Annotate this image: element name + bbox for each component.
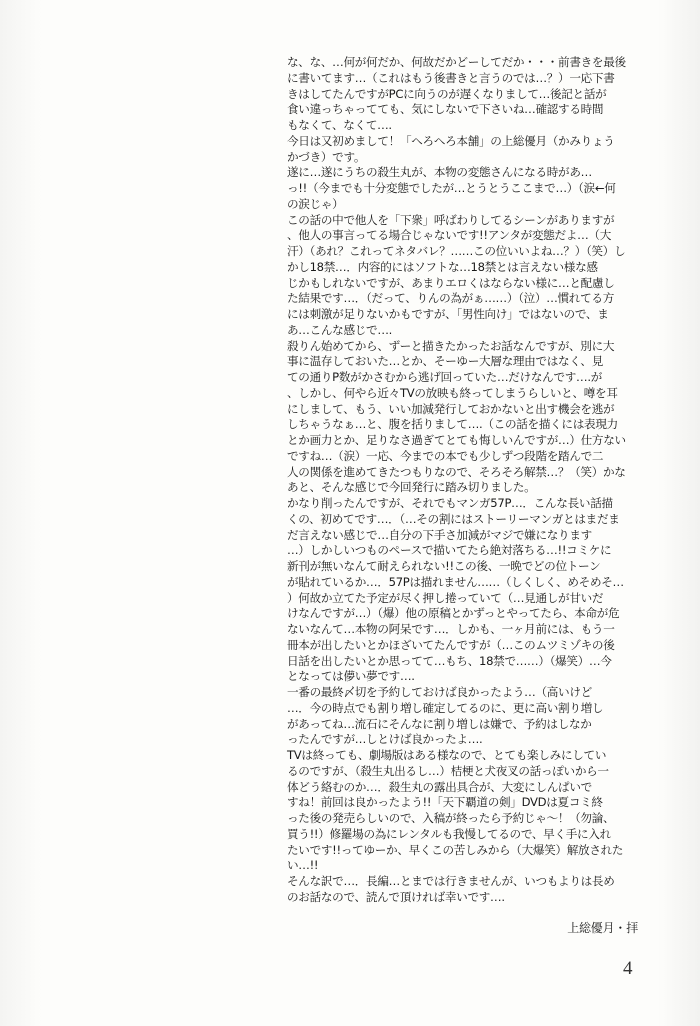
text-line: 、しかし、何やら近々TVの放映も終ってしまうらしいと、噂を耳: [287, 385, 618, 400]
text-line: ての通りP数がかさむから逃げ回っていた…だけなんです….が: [287, 370, 603, 384]
text-line: た結果です…．（だって、りんの為がぁ……）（泣）…慣れてる方: [287, 291, 614, 306]
text-line: ないなんて…本物の阿呆です…．しかも、一ヶ月前には、もう一: [287, 622, 615, 636]
text-line: そんな訳で…．長編…とまでは行きませんが、いつもよりは長め: [287, 874, 615, 888]
text-line: 食い違っちゃってても、気にしないで下さいね…確認する時間: [287, 102, 604, 117]
text-line: すね！前回は良かったよう!!「天下覇道の剣」DVDは夏コミ終: [287, 795, 603, 810]
text-line: かし18禁…．内容的にはソフトな…18禁とは言えない様な感: [287, 259, 598, 274]
text-line: しちゃうなぁ…と、腹を括りまして….（この話を描くには表現力: [287, 417, 618, 432]
text-line: 人の関係を進めてきたつもりなので、そろそろ解禁…？（笑）かな: [287, 464, 626, 479]
text-line: この話の中で他人を「下衆」呼ばわりしてるシーンがありますが: [287, 212, 615, 227]
page-number: 4: [623, 958, 633, 979]
text-line: には刺激が足りないかもですが、「男性向け」ではないので、ま: [287, 307, 609, 321]
text-line: い…!!: [287, 858, 319, 873]
text-line: っ!!（今までも十分変態でしたが…とうとうここまで…）（涙←何: [287, 181, 616, 195]
text-line: が貼れているか…．57Pは描れません……（しくしく、めそめそ…: [287, 574, 624, 589]
author-signature: 上総優月・拝: [567, 921, 638, 935]
text-line: TVは終っても、劇場版はある様なので、とても楽しみにしてい: [287, 748, 607, 762]
text-line: とか画力とか、足りなさ過ぎてとても悔しいんですが…）仕方ない: [287, 433, 626, 447]
text-line: …）しかしいつものペースで描いてたら絶対落ちる…!!コミケに: [287, 543, 612, 558]
text-line: な、な、…何が何だか、何故だかどーしてだか・・・前書きを最後: [287, 55, 626, 69]
text-line: にしまして、もう、いい加減発行しておかないと出す機会を逃が: [287, 401, 615, 416]
text-line: の涙じゃ）: [287, 196, 344, 211]
text-line: 、他人の事言ってる場合じゃないです!!アンタが変態だよ…（大: [287, 228, 611, 243]
text-line: 一番の最終〆切を予約しておけば良かったよう…（高いけど: [287, 685, 592, 699]
text-line: 体どう絡むのか…．殺生丸の露出具合が、大変にしんぱいで: [287, 779, 592, 794]
text-line: くの、初めてです…．（…その割にはストーリーマンガとはまだま: [287, 511, 620, 526]
text-line: 今日は又初めまして！「へろへろ本舗」の上総優月（かみりょう: [287, 133, 615, 148]
text-line: あ…こんな感じで….: [287, 322, 393, 337]
text-line: った後の発売らしいので、入稿が終ったら予約じゃ～！（勿論、: [287, 811, 615, 825]
text-line: 殺りん始めてから、ずーと描きたかったお話なんですが、別に大: [287, 338, 615, 353]
text-line: だ言えない感じで…自分の下手さ加減がマジで嫌になります: [287, 527, 592, 542]
text-line: 日話を出したいとか思ってて…もち、18禁で……）（爆笑）…今: [287, 653, 612, 668]
text-line: かづき）です。: [287, 149, 366, 164]
text-line: きはしてたんですがPCに向うのが遅くなりまして…後記と話が: [287, 86, 607, 101]
text-line: のお話なので、読んで頂ければ幸いです….: [287, 889, 505, 904]
text-line: かなり削ったんですが、それでもマンガ57P…．こんな長い話描: [287, 496, 613, 510]
text-line: 買う!!）修羅場の為にレンタルも我慢してるので、早く手に入れ: [287, 826, 611, 841]
text-line: …．今の時点でも割り増し確定してるのに、更に高い割り増し: [287, 700, 604, 715]
text-line: もなくて、なくて….: [287, 118, 392, 132]
text-line: ）何故か立てた予定が尽く押し捲っていて（…見通しが甘いだ: [287, 590, 604, 605]
text-line: じかもしれないですが、あまりエロくはならない様に…と配慮し: [287, 275, 615, 290]
text-line: 事に温存しておいた…とか、そーゆー大層な理由ではなく、見: [287, 354, 603, 369]
text-line: となっては儚い夢です….: [287, 669, 415, 684]
text-line: ったんですが…しとけば良かったよ….: [287, 732, 483, 747]
text-line: 冊本が出したいとかほざいてたんですが（…このムツミゾキの後: [287, 637, 615, 652]
text-line: あと、そんな感じで今回発行に踏み切りました。: [287, 480, 536, 495]
text-line: 新刊が無いなんて耐えられない!!この後、一晩でどの位トーン: [287, 559, 601, 573]
text-line: けなんですが…）（爆）他の原稿とかずっとやってたら、本命が危: [287, 606, 620, 621]
afterword-text: [287, 55, 647, 906]
text-line: があってね…流石にそんなに割り増しは嫌で、予約はしなか: [287, 716, 592, 731]
text-line: に書いてます…（これはもう後書きと言うのでは…？）一応下書: [287, 70, 615, 85]
text-line: るのですが、（殺生丸出るし…）桔梗と犬夜叉の話っぽいから一: [287, 763, 609, 778]
text-line: たいです!!ってゆーか、早くこの苦しみから（大爆笑）解放された: [287, 842, 624, 857]
text-line: 遂に…遂にうちの殺生丸が、本物の変態さんになる時があ…: [287, 165, 592, 180]
text-line: ですね…（涙）一応、今までの本でも少しずつ段階を踏んで二: [287, 448, 604, 463]
text-line: 汗）（あれ？これってネタバレ？……この位いいよね…？）（笑）し: [287, 244, 626, 258]
